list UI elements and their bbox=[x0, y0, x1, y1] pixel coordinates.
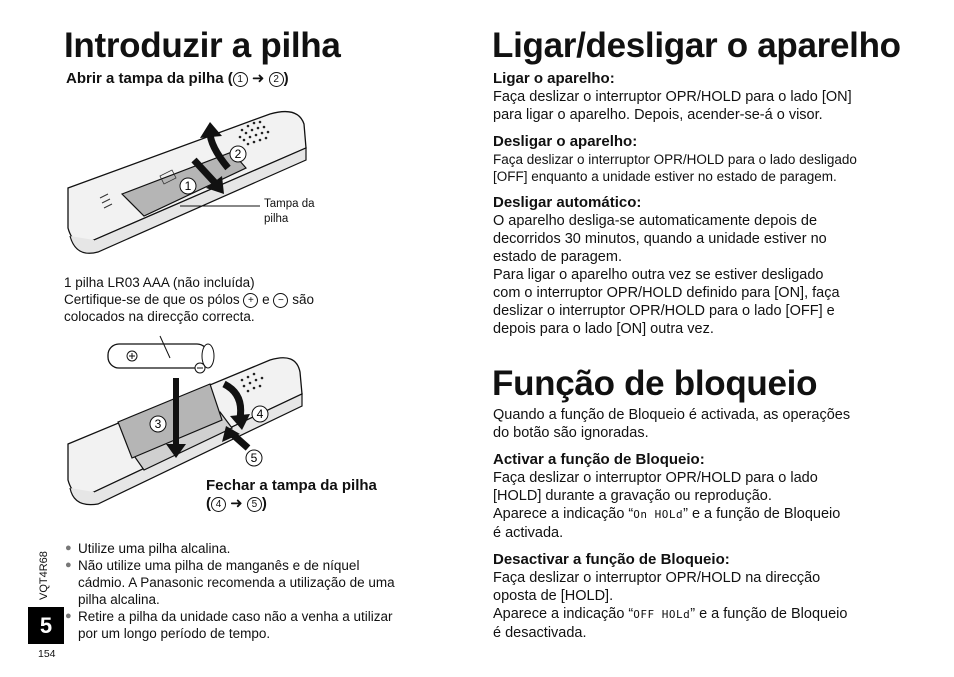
list-item: ● Retire a pilha da unidade caso não a venha a utilizar por um longo período de tempo. bbox=[65, 609, 393, 641]
section-title-insert-battery: Introduzir a pilha bbox=[64, 26, 341, 65]
step-2-marker: 2 bbox=[269, 72, 284, 87]
bullet-icon: ● bbox=[65, 610, 72, 622]
step-4-marker: 4 bbox=[211, 497, 226, 512]
list-item: ● Utilize uma pilha alcalina. bbox=[65, 541, 231, 556]
step-5-marker: 5 bbox=[247, 497, 262, 512]
heading-power-on: Ligar o aparelho: bbox=[493, 70, 615, 87]
power-sections: Ligar o aparelho: Faça deslizar o interruptor OPR/HOLD para o lado [ON] para ligar o aparelho. Depois, acender-se-á o visor. Desligar o aparelho: Faça deslizar o interruptor OPR/HOLD para o lado desligado [OFF] enquanto a unidade estiver no estado de paragem. Desligar automático: O aparelho desliga-se automaticamente depois de decorridos 30 minutos, quando a unidade estiver no estado de paragem. Para ligar o aparelho outra vez se estiver desligado com o interruptor OPR/HOLD definido para [ON], faça deslizar o interruptor OPR/HOLD para o lado [OFF] e depois para o lado [ON] outra vez. bbox=[493, 70, 913, 338]
arrow-right-icon: ➜ bbox=[251, 70, 265, 87]
heading-lock-deactivate: Desactivar a função de Bloqueio: bbox=[493, 551, 730, 568]
step-1-marker: 1 bbox=[233, 72, 248, 87]
plus-pole-icon: + bbox=[243, 293, 258, 308]
close-cover-heading: Fechar a tampa da pilha ( 4 ➜ 5 ) bbox=[206, 477, 377, 512]
model-code: VQT4R68 bbox=[38, 551, 50, 600]
step-1-marker bbox=[180, 178, 196, 194]
svg-text:1: 1 bbox=[184, 179, 192, 193]
step-5-marker bbox=[246, 450, 262, 466]
page-badge: 5 bbox=[28, 607, 64, 644]
svg-text:2: 2 bbox=[234, 147, 242, 161]
step-3-marker bbox=[150, 416, 166, 432]
step-4-marker bbox=[252, 406, 268, 422]
lcd-display-text: OFF HOLd bbox=[633, 608, 691, 621]
svg-text:4: 4 bbox=[256, 407, 264, 421]
figure-open-battery-cover bbox=[60, 108, 340, 258]
battery-icon bbox=[108, 344, 214, 373]
lcd-display-text: On HOLd bbox=[633, 508, 684, 521]
callout-battery-cover-label: Tampa da pilha bbox=[264, 198, 315, 225]
heading-power-off: Desligar o aparelho: bbox=[493, 133, 638, 150]
minus-pole-icon: − bbox=[273, 293, 288, 308]
arrow-right-icon: ➜ bbox=[230, 495, 243, 512]
bullet-icon: ● bbox=[65, 542, 72, 554]
heading-lock-activate: Activar a função de Bloqueio: bbox=[493, 451, 705, 468]
lock-sections: Quando a função de Bloqueio é activada, as operações do botão são ignoradas. Activar a função de Bloqueio: Faça deslizar o interruptor OPR/HOLD para o lado [HOLD] durante a gravação ou reprodução. Aparece a indicação “On HOLd” e a função de Bloqueio é activada. Desactivar a função de Bloqueio: Faça deslizar o interruptor OPR/HOLD na direcção oposta de [HOLD]. Aparece a indicação “OFF HOLd” e a função de Bloqueio é desactivada. bbox=[493, 406, 913, 642]
svg-text:5: 5 bbox=[250, 451, 258, 465]
battery-bullets bbox=[64, 540, 464, 642]
step-2-marker bbox=[230, 146, 246, 162]
page-number: 154 bbox=[38, 648, 56, 660]
open-cover-heading: Abrir a tampa da pilha ( 1 ➜ 2 ) bbox=[66, 70, 289, 87]
list-item: ● Não utilize uma pilha de manganês e de níquel cádmio. A Panasonic recomenda a utilização de uma pilha alcalina. bbox=[65, 558, 395, 607]
section-title-lock: Função de bloqueio bbox=[492, 364, 818, 403]
battery-note: 1 pilha LR03 AAA (não incluída) Certifique-se de que os pólos + e − são colocados na direcção correcta. bbox=[64, 275, 314, 324]
heading-auto-off: Desligar automático: bbox=[493, 194, 642, 211]
section-title-power: Ligar/desligar o aparelho bbox=[492, 26, 901, 65]
svg-text:3: 3 bbox=[154, 417, 162, 431]
bullet-icon: ● bbox=[65, 559, 72, 571]
